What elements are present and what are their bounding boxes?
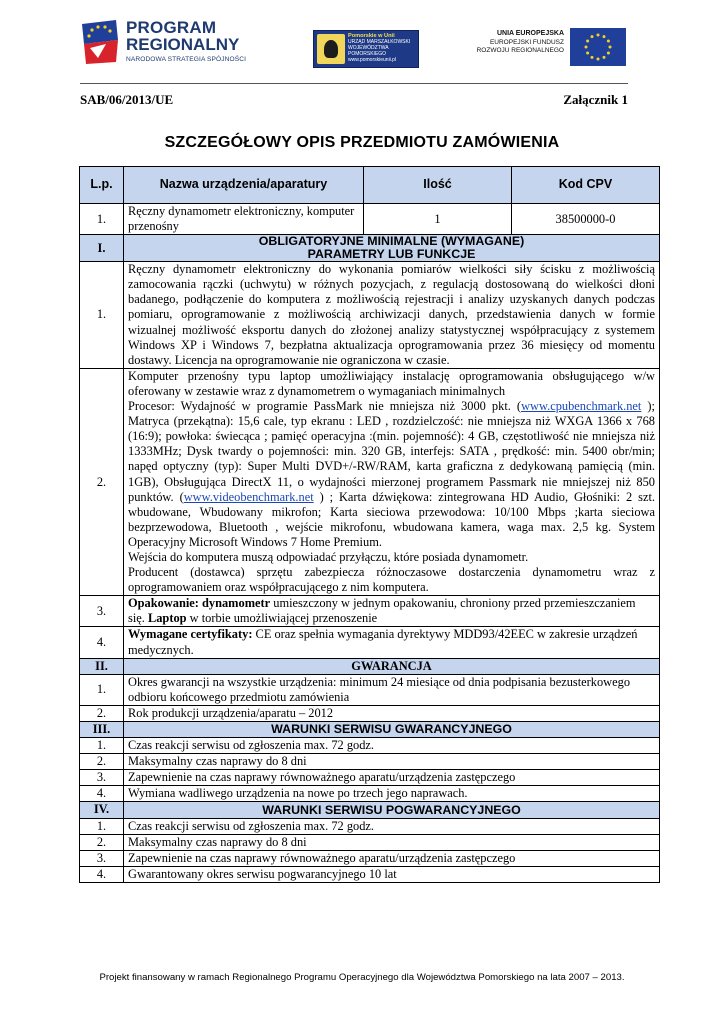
table-row [80,738,660,754]
page-footer: Projekt finansowany w ramach Regionalnego Programu Operacyjnego dla Województwa Pomorskiego na lata 2007 – 2013. [99,972,625,983]
row-lp: 2. [80,834,124,850]
row-lp: 1. [80,262,124,369]
item-cpv: 38500000-0 [512,204,660,235]
table-row [80,754,660,770]
table-row [80,770,660,786]
table-row [80,596,660,627]
row-lp: 2. [80,368,124,595]
row-text: Maksymalny czas naprawy do 8 dni [124,754,660,770]
row-text: Gwarantowany okres serwisu pogwarancyjnego 10 lat [124,866,660,882]
table-row [80,705,660,721]
row-lp: 1. [80,674,124,705]
section-number: III. [80,722,124,738]
poland-flag-icon [80,18,120,66]
row-lp: 1. [80,738,124,754]
row-lp: 4. [80,627,124,658]
row-text: Rok produkcji urządzenia/aparatu – 2012 [124,705,660,721]
section-row [80,658,660,674]
table-row [80,866,660,882]
program-regionalny-logo [80,16,280,72]
row-text: Okres gwarancji na wszystkie urządzenia: minimum 24 miesiące od dnia podpisania bezusterkowego odbioru końcowego przedmiotu zamówienia [124,674,660,705]
table-row [80,262,660,369]
row-lp: 2. [80,705,124,721]
row-text: Zapewnienie na czas naprawy równoważnego aparatu/urządzenia zastępczego [124,770,660,786]
table-row [80,818,660,834]
table-row [80,850,660,866]
row-text: Wymagane certyfikaty: CE oraz spełnia wymagania dyrektywy MDD93/42EEC w zakresie urządzeń medycznych. [124,627,660,658]
header-qty: Ilość [364,167,512,204]
section-title: WARUNKI SERWISU POGWARANCYJNEGO [124,802,660,818]
table-header-row [80,167,660,204]
pomorskie-crest-icon [317,34,345,64]
row-text: Maksymalny czas naprawy do 8 dni [124,834,660,850]
row-lp: 1. [80,818,124,834]
table-row [80,368,660,595]
page-header [0,0,724,80]
logo-text-strategy: NARODOWA STRATEGIA SPÓJNOŚCI [126,56,247,63]
table-row [80,627,660,658]
table-row [80,674,660,705]
section-title: WARUNKI SERWISU GWARANCYJNEGO [124,722,660,738]
row-lp: 3. [80,770,124,786]
row-lp: 4. [80,786,124,802]
logo-text-program: PROGRAM [126,18,217,37]
row-lp: 3. [80,596,124,627]
eu-logo [472,28,628,68]
eu-logo-text: UNIA EUROPEJSKA EUROPEJSKI FUNDUSZ ROZWOJU REGIONALNEGO [476,30,564,54]
item-qty: 1 [364,204,512,235]
logo-text-regionalny: REGIONALNY [126,35,240,54]
row-lp: 2. [80,754,124,770]
pomorskie-logo-text: Pomorskie w Unii URZĄD MARSZAŁKOWSKI WOJEWÓDZTWA POMORSKIEGO www.pomorskieunii.pl [348,33,411,63]
table-row [80,786,660,802]
row-text: Czas reakcji serwisu od zgłoszenia max. 72 godz. [124,818,660,834]
section-title: GWARANCJA [124,658,660,674]
section-number: I. [80,235,124,262]
row-text: Czas reakcji serwisu od zgłoszenia max. 72 godz. [124,738,660,754]
specification-table [79,166,660,883]
item-name: Ręczny dynamometr elektroniczny, komputer przenośny [124,204,364,235]
row-text: Komputer przenośny typu laptop umożliwiający instalację oprogramowania obsługującego w/w oferowany w zestawie wraz z dynamometrem o wymaganiach minimalnych Procesor: Wydajność w programie PassMark nie mniejsza niż 3000 pkt. (www.cpubenchmark.net ); Matryca (przekątna): 15,6 cale, typ ekranu : LED , rozdzielczość: nie mniejsza niż WXGA 1366 x 768 (16:9); powłoka: świecąca ; pamięć operacyjna :(min. pojemność): 4 GB, częstotliwość nie mniejsza niż 1333MHz; Dysk twardy o pojemności: min. 320 GB, interfejs: SATA , prędkość: min. 5400 obr/min; napęd optyczny (typ): Super Multi DVD+/-RW/RAM, karta graficzna z dedykowaną pamięcią (min. 1GB), Obsługująca DirectX 11, o wydajności mierzonej programem Passmark nie mniejszej niż 850 punktów. (www.videobenchmark.net ) ; Karta dźwiękowa: zintegrowana HD Audio, Głośniki: 2 szt. wbudowane, Wbudowany mikrofon; Karta sieciowa przewodowa: 10/100 Mbps ;karta sieciowa bezprzewodowa, Bluetooth , wejście mikrofonu, wbudowana kamera, waga max. 2,5 kg. System Operacyjny Microsoft Windows 7 Home Premium. Wejścia do komputera muszą odpowiadać przyłączu, które posiada dynamometr. Producent (dostawca) sprzętu zabezpiecza różnoczasowe dostarczenia dynamometru wraz z oprogramowaniem oraz współpracującego z nim komputera. [124,368,660,595]
table-row [80,834,660,850]
item-lp: 1. [80,204,124,235]
section-number: IV. [80,802,124,818]
section-row [80,235,660,262]
pomorskie-logo [313,30,419,68]
row-text: Ręczny dynamometr elektroniczny do wykonania pomiarów wielkości siły ścisku z możliwością zamocowania rączki (uchwytu) w różnych pozycjach, z regulacją dostosowaną do wielkości dłoni badanego, podłączenie do komputera z możliwością rejestracji i analizy uzyskanych danych podczas pomiaru, oprogramowanie z możliwością archiwizacji danych, przedstawienia danych w formie wizualnej możliwość eksportu danych do złożonej analizy statystycznej współpracujący z systemem Windows XP i Windows 7, bezpłatna aktualizacja oprogramowania przez 36 miesięcy od momentu dostawy. Licencja na oprogramowanie nie ograniczona w czasie. [124,262,660,369]
section-number: II. [80,658,124,674]
row-text: Zapewnienie na czas naprawy równoważnego aparatu/urządzenia zastępczego [124,850,660,866]
section-row [80,802,660,818]
row-lp: 3. [80,850,124,866]
row-lp: 4. [80,866,124,882]
eu-flag-icon [570,28,626,66]
header-cpv: Kod CPV [512,167,660,204]
attachment-label: Załącznik 1 [563,92,628,107]
videobenchmark-link[interactable]: www.videobenchmark.net [183,489,314,504]
section-title: OBLIGATORYJNE MINIMALNE (WYMAGANE) PARAMETRY LUB FUNKCJE [124,235,660,262]
row-text: Opakowanie: dynamometr umieszczony w jednym opakowaniu, chroniony przed przemieszczaniem się. Laptop w torbie umożliwiającej przenoszenie [124,596,660,627]
section-row [80,722,660,738]
item-row [80,204,660,235]
header-divider [80,83,628,84]
header-lp: L.p. [80,167,124,204]
row-text: Wymiana wadliwego urządzenia na nowe po trzech jego naprawach. [124,786,660,802]
cpubenchmark-link[interactable]: www.cpubenchmark.net [521,399,642,414]
document-reference: SAB/06/2013/UE [80,92,174,107]
page-title: SZCZEGÓŁOWY OPIS PRZEDMIOTU ZAMÓWIENIA [164,134,560,151]
header-name: Nazwa urządzenia/aparatury [124,167,364,204]
